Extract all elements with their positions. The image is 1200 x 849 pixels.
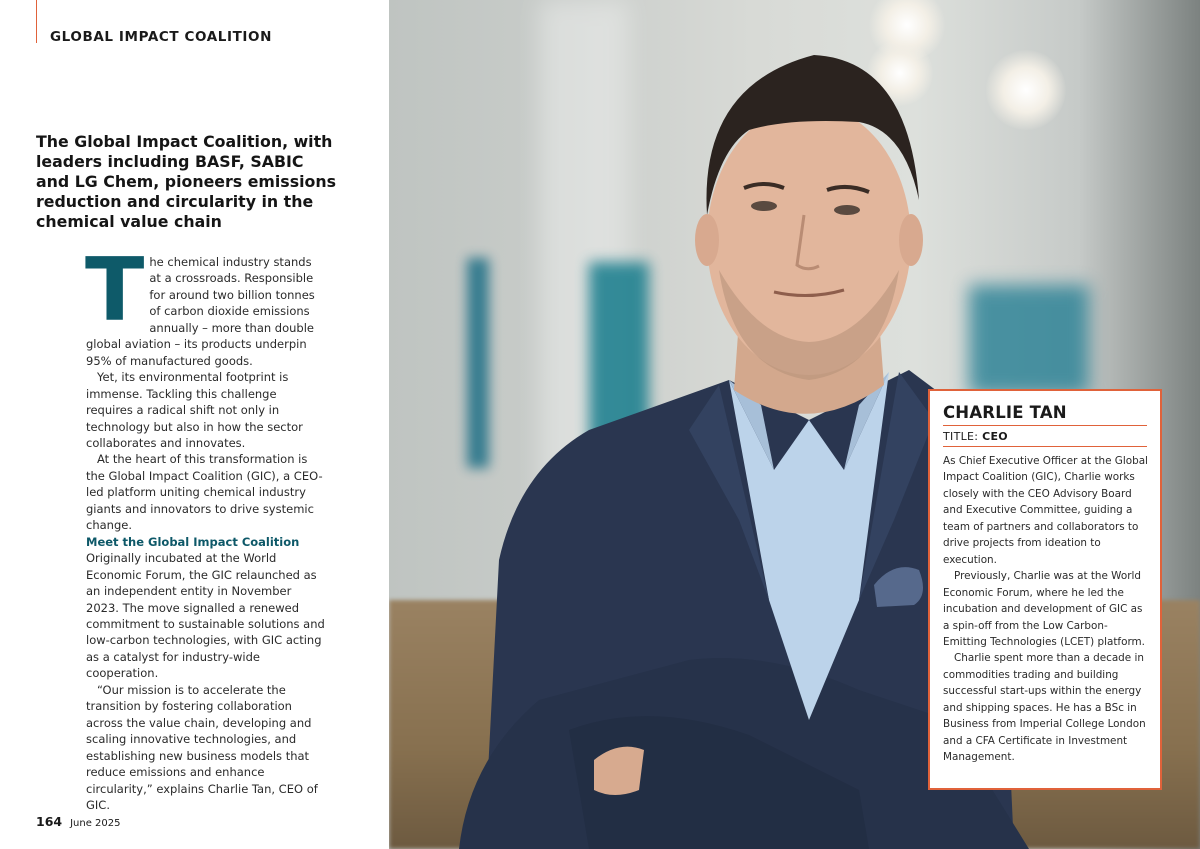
bio-paragraph: As Chief Executive Officer at the Global Impact Coalition (GIC), Charlie works closely with the CEO Advisory Board and Executive Committee, guiding a team of partners and collaborators to drive projects from ideation to execution. xyxy=(943,455,1148,566)
bio-title xyxy=(943,430,1008,443)
bio-box xyxy=(928,389,1162,790)
article-paragraph: Originally incubated at the World Economic Forum, the GIC relaunched as an independent entity in November 2023. The move signalled a renewed commitment to sustainable solutions and low-carbon technologies, with GIC acting as a catalyst for industry-wide cooperation. xyxy=(86,551,325,681)
issue-date: June 2025 xyxy=(70,818,121,829)
section-label: GLOBAL IMPACT COALITION xyxy=(50,29,272,45)
page-footer xyxy=(36,814,121,829)
section-rule xyxy=(36,0,37,43)
article-paragraph-text: he chemical industry stands at a crossroads. Responsible for around two billion tonnes of carbon dioxide emissions annually – more than double global aviation – its products underpin 95% of manufactured goods. xyxy=(86,255,315,368)
bio-title-value: CEO xyxy=(982,430,1008,443)
article-subhead: Meet the Global Impact Coalition xyxy=(86,534,300,549)
bio-name: CHARLIE TAN xyxy=(943,403,1067,422)
bio-paragraph: Charlie spent more than a decade in commodities trading and building successful start-ups within the energy and shipping spaces. He has a BSc in Business from Imperial College London and a CFA Certificate in Investment Management. xyxy=(943,652,1146,764)
bio-rule xyxy=(943,446,1147,447)
article-paragraph: At the heart of this transformation is the Global Impact Coalition (GIC), a CEO-led platform uniting chemical industry giants and innovators to drive systemic change. xyxy=(86,452,323,533)
bio-rule xyxy=(943,425,1147,426)
left-page xyxy=(0,0,389,849)
bio-paragraph: Previously, Charlie was at the World Economic Forum, where he led the incubation and development of GIC as a spin-off from the Low Carbon-Emitting Technologies (LCET) platform. xyxy=(943,570,1145,648)
page-number: 164 xyxy=(36,814,63,829)
article-paragraph: Yet, its environmental footprint is immense. Tackling this challenge requires a radical shift not only in technology but also in how the sector collaborates and innovates. xyxy=(86,370,303,450)
standfirst: The Global Impact Coalition, with leaders including BASF, SABIC and LG Chem, pioneers emissions reduction and circularity in the chemical value chain xyxy=(36,132,337,231)
article-paragraph xyxy=(85,239,326,369)
bio-title-label: TITLE: xyxy=(943,430,979,443)
drop-cap: T xyxy=(85,239,145,341)
article-paragraph: “Our mission is to accelerate the transition by fostering collaboration across the value chain, developing and scaling innovative technologies, and establishing new business models that reduce emissions and enhance circularity,” explains Charlie Tan, CEO of GIC. xyxy=(86,682,318,812)
bio-text xyxy=(943,453,1149,766)
article-body xyxy=(85,239,326,813)
